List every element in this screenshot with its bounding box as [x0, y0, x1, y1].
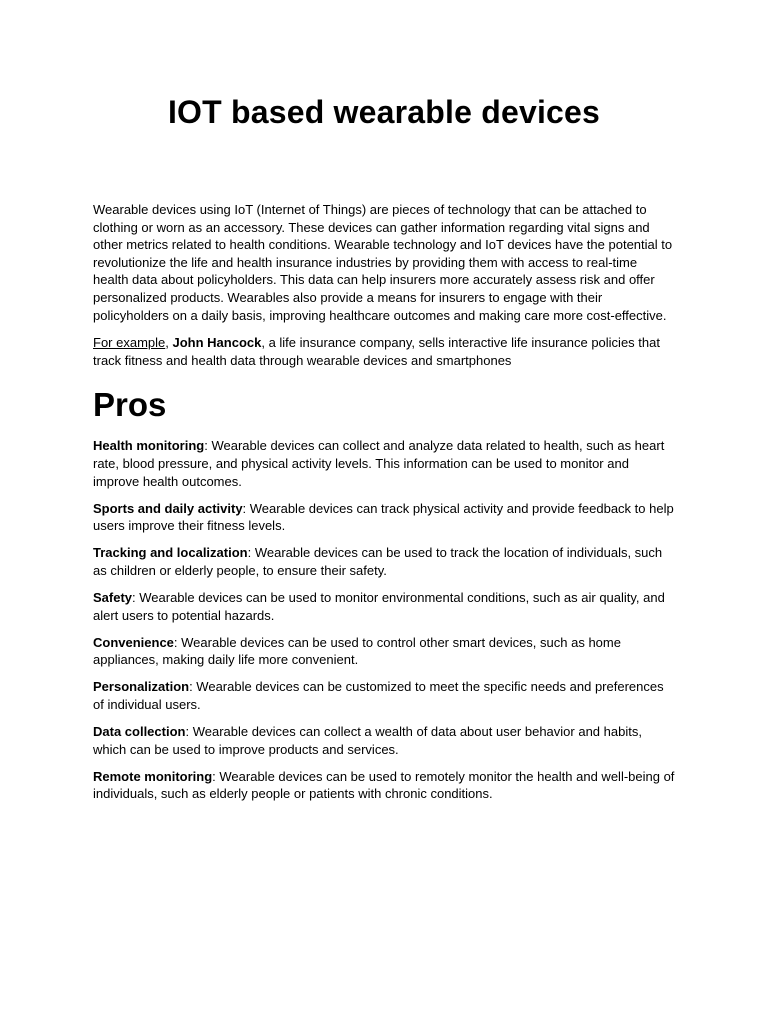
pros-item-remote-monitoring: [93, 768, 675, 803]
pros-description: : Wearable devices can collect a wealth of data about user behavior and habits, which can be used to improve products and services.: [93, 724, 642, 757]
intro-paragraph: Wearable devices using IoT (Internet of Things) are pieces of technology that can be attached to clothing or worn as an accessory. These devices can gather information regarding vital signs and other metrics related to health conditions. Wearable technology and IoT devices have the potential to revolutionize the life and health insurance industries by providing them with access to real-time health data about policyholders. This data can help insurers more accurately assess risk and offer personalized products. Wearables also provide a means for insurers to engage with their policyholders on a daily basis, improving healthcare outcomes and making care more cost-effective.: [93, 202, 673, 323]
pros-description: : Wearable devices can be customized to meet the specific needs and preferences of individual users.: [93, 679, 664, 712]
pros-term: Data collection: [93, 724, 186, 740]
pros-description: : Wearable devices can collect and analyze data related to health, such as heart rate, blood pressure, and physical activity levels. This information can be used to monitor and improve health outcomes.: [93, 438, 665, 489]
pros-heading: Pros: [93, 386, 167, 424]
pros-item-sports-daily-activity: [93, 500, 675, 535]
pros-description: : Wearable devices can track physical activity and provide feedback to help users improve their fitness levels.: [93, 500, 674, 534]
pros-item-convenience: [93, 634, 675, 669]
pros-description: : Wearable devices can be used to remotely monitor the health and well-being of individuals, such as elderly people or patients with chronic conditions.: [93, 768, 675, 802]
pros-term: Tracking and localization: [93, 545, 248, 561]
pros-term: Convenience: [93, 634, 174, 650]
pros-item-data-collection: [93, 723, 675, 758]
pros-description: : Wearable devices can be used to track the location of individuals, such as children or elderly people, to ensure their safety.: [93, 545, 663, 578]
pros-list: [93, 437, 675, 803]
pros-term: Health monitoring: [93, 438, 205, 454]
example-link-text: For example: [93, 335, 166, 351]
example-paragraph: [93, 334, 675, 369]
example-company: John Hancock: [172, 335, 262, 351]
example-rest: , a life insurance company, sells interactive life insurance policies that track fitness and health data through wearable devices and smartphones: [93, 335, 660, 368]
pros-term: Safety: [93, 590, 133, 605]
pros-item-health-monitoring: [93, 437, 675, 490]
pros-item-safety: [93, 589, 675, 624]
pros-description: : Wearable devices can be used to monitor environmental conditions, such as air quality, and alert users to potential hazards.: [93, 590, 665, 623]
pros-item-personalization: [93, 678, 675, 713]
pros-item-tracking-localization: [93, 544, 675, 579]
pros-term: Remote monitoring: [93, 768, 213, 784]
example-separator: ,: [165, 335, 173, 351]
document-title: IOT based wearable devices: [167, 94, 601, 130]
pros-description: : Wearable devices can be used to control other smart devices, such as home appliances, making daily life more convenient.: [93, 634, 621, 668]
pros-term: Personalization: [93, 679, 190, 695]
pros-term: Sports and daily activity: [93, 500, 243, 516]
